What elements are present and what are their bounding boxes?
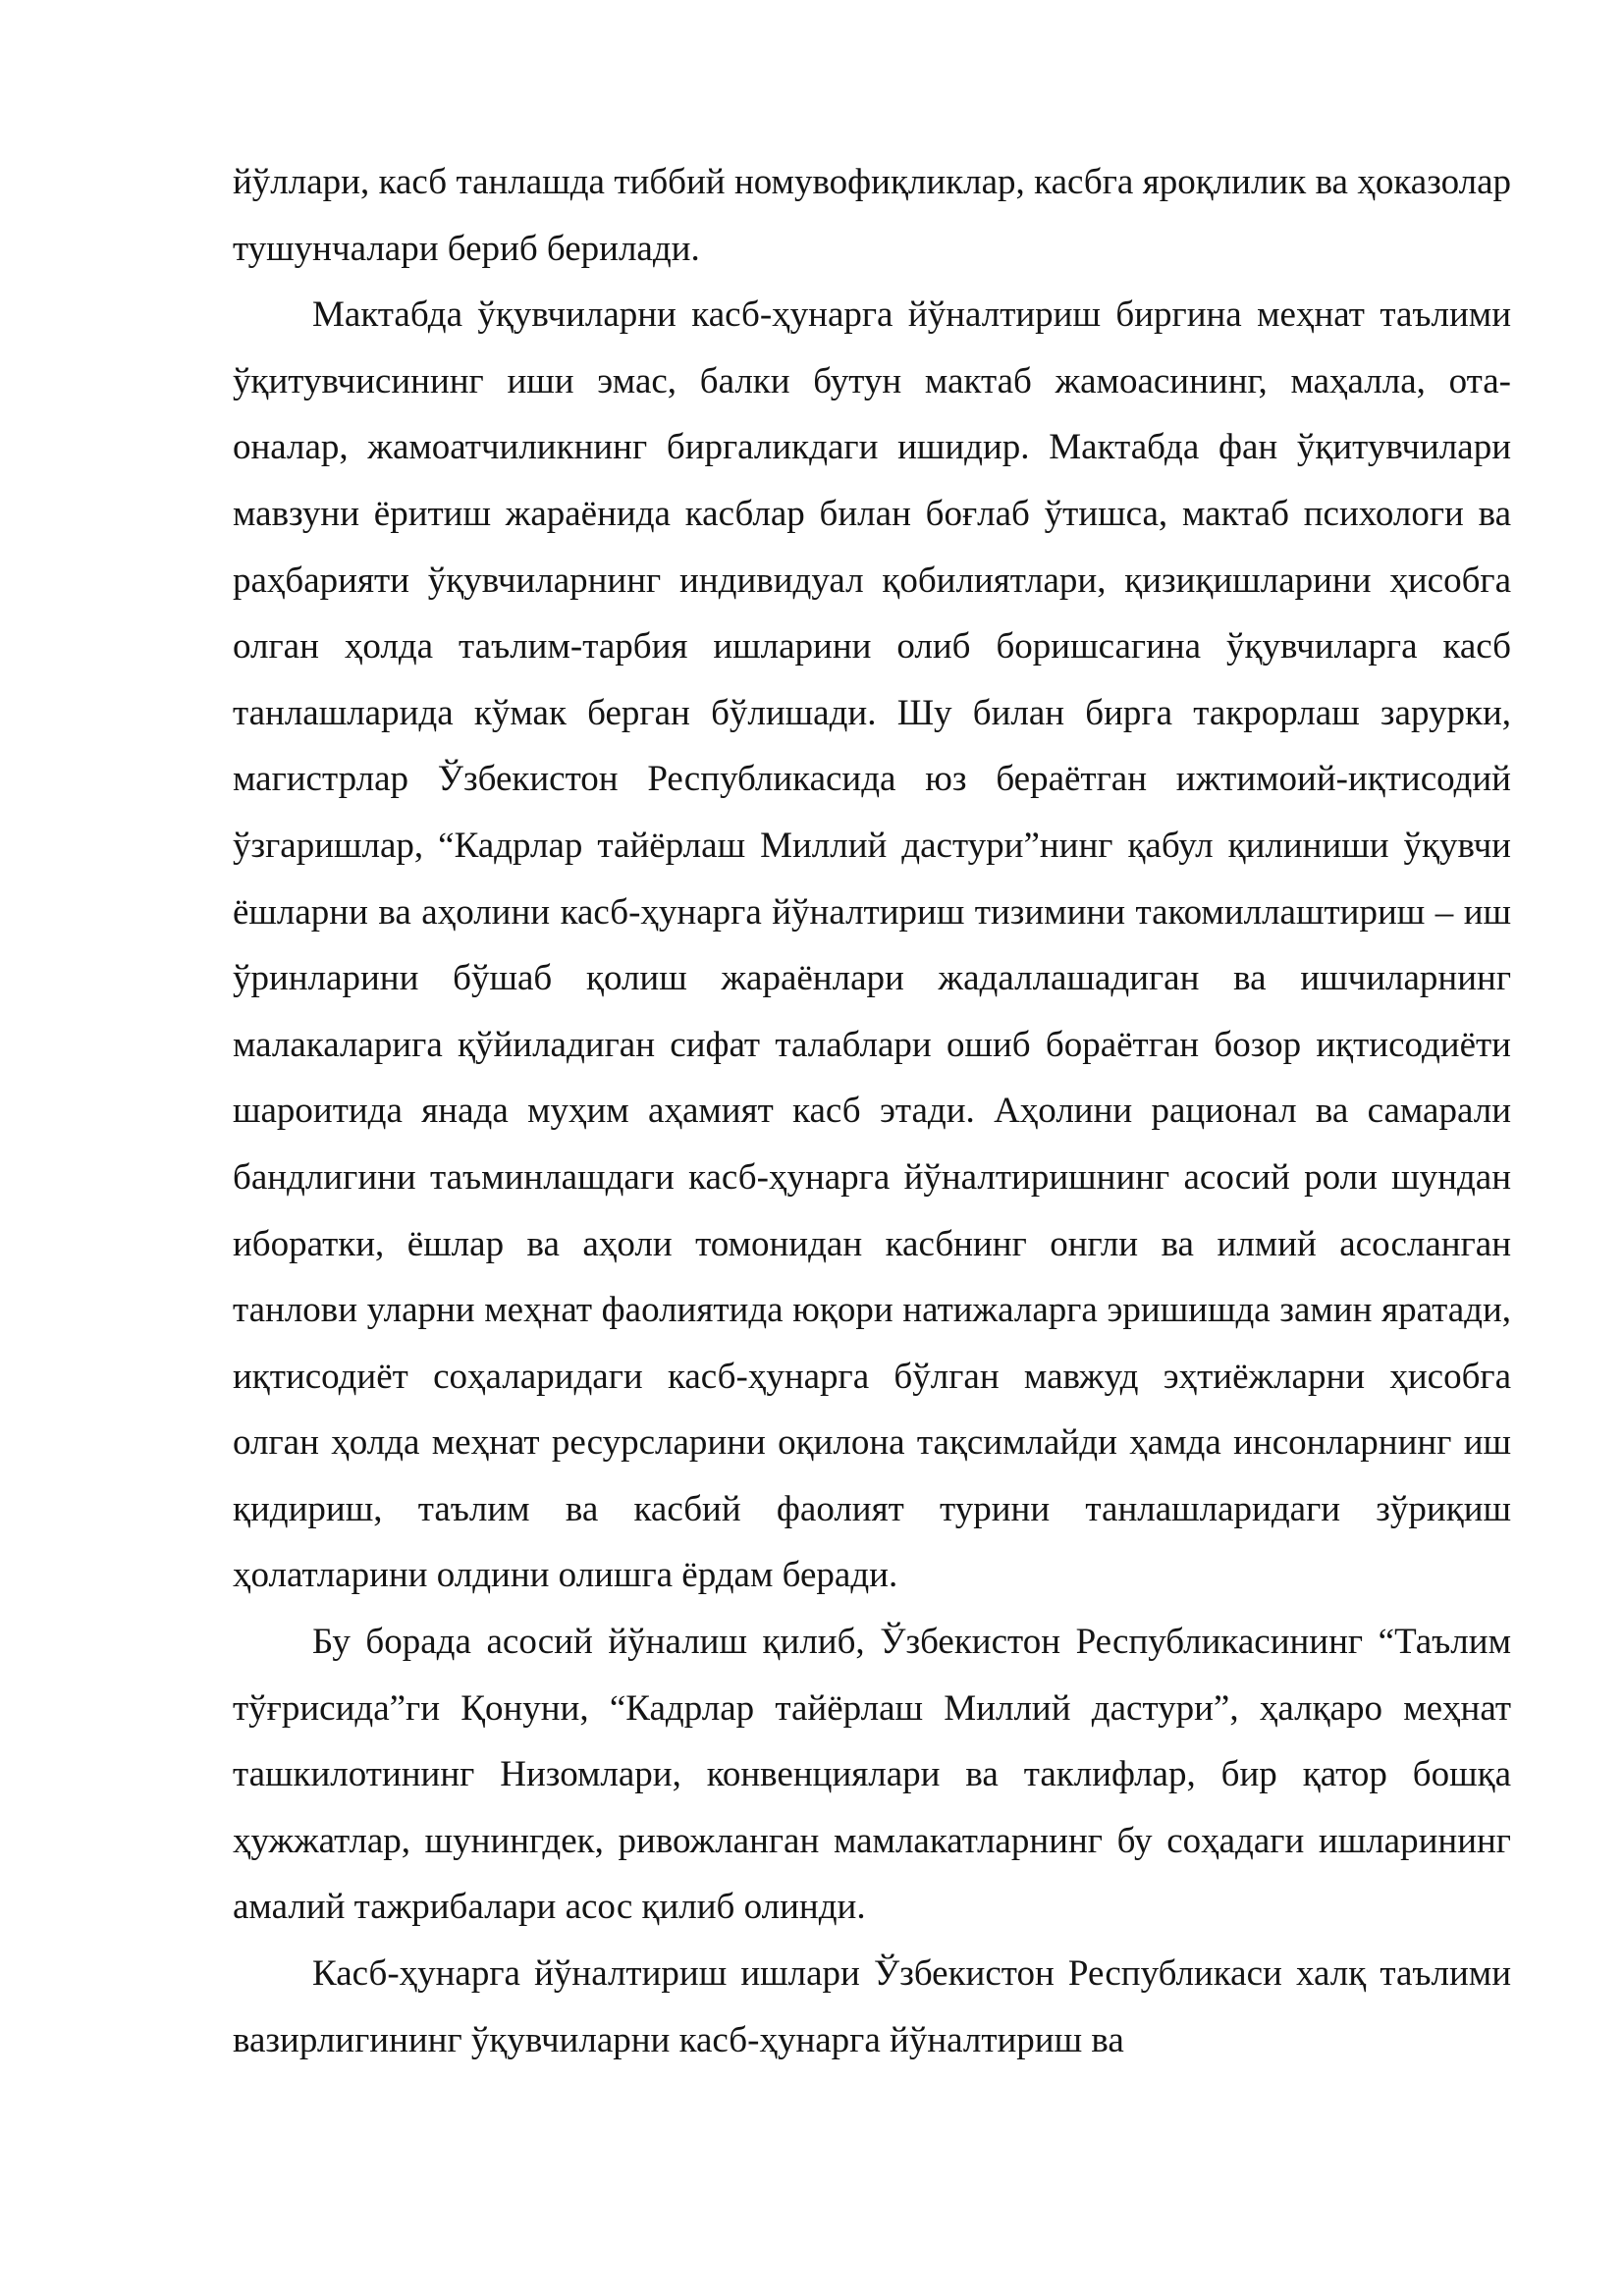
paragraph: Бу борада асосий йўналиш қилиб, Ўзбекистон Республикасининг “Таълим тўғрисида”ги Қонуни, “Кадрлар тайёрлаш Миллий дастури”, ҳалқаро меҳнат ташкилотининг Низомлари, конвенциялари ва таклифлар, бир қатор бошқа ҳужжатлар, шунингдек, ривожланган мамлакатларнинг бу соҳадаги ишларининг амалий тажрибалари асос қилиб олинди. [233,1622,1511,1928]
body-text [233,149,1511,2073]
paragraph: Мактабда ўқувчиларни касб-ҳунарга йўналтириш биргина меҳнат таълими ўқитувчисининг иши эмас, балки бутун мактаб жамоасининг, маҳалла, ота-оналар, жамоатчиликнинг биргаликдаги ишидир. Мактабда фан ўқитувчилари мавзуни ёритиш жараёнида касблар билан боғлаб ўтишса, мактаб психологи ва раҳбарияти ўқувчиларнинг индивидуал қобилиятлари, қизиқишларини ҳисобга олган ҳолда таълим-тарбия ишларини олиб боришсагина ўқувчиларга касб танлашларида кўмак берган бўлишади. Шу билан бирга такрорлаш зарурки, магистрлар Ўзбекистон Республикасида юз бераётган ижтимоий-иқтисодий ўзгаришлар, “Кадрлар тайёрлаш Миллий дастури”нинг қабул қилиниши ўқувчи ёшларни ва аҳолини касб-ҳунарга йўналтириш тизимини такомиллаштириш – иш ўринларини бўшаб қолиш жараёнлари жадаллашадиган ва ишчиларнинг малакаларига қўйиладиган сифат талаблари ошиб бораётган бозор иқтисодиёти шароитида янада муҳим аҳамият касб этади. Аҳолини рационал ва самарали бандлигини таъминлашдаги касб-ҳунарга йўналтиришнинг асосий роли шундан иборатки, ёшлар ва аҳоли томонидан касбнинг онгли ва илмий асосланган танлови уларни меҳнат фаолиятида юқори натижаларга эришишда замин яратади, иқтисодиёт соҳаларидаги касб-ҳунарга бўлган мавжуд эҳтиёжларни ҳисобга олган ҳолда меҳнат ресурсларини оқилона тақсимлайди ҳамда инсонларнинг иш қидириш, таълим ва касбий фаолият турини танлашларидаги зўриқиш ҳолатларини олдини олишга ёрдам беради. [233,294,1511,1596]
paragraph: Касб-ҳунарга йўналтириш ишлари Ўзбекистон Республикаси халқ таълими вазирлигининг ўқувчиларни касб-ҳунарга йўналтириш ва [233,1953,1511,2060]
paragraph-continued: йўллари, касб танлашда тиббий номувофиқликлар, касбга яроқлилик ва ҳоказолар тушунчалари бериб берилади. [233,162,1511,269]
